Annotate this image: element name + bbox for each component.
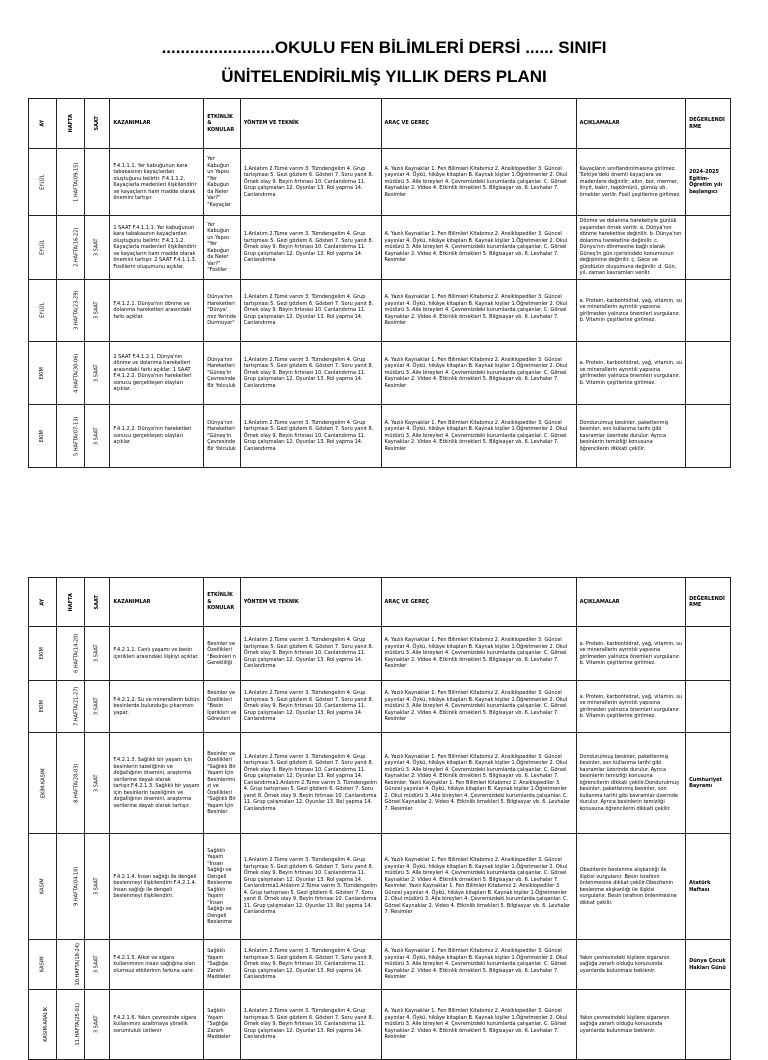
cell-ay-text: EKİM [39,429,46,443]
cell-etkinlik: Yer Kabuğun un Yapısı "Yer Kabuğun da Neler Var?" "Fosiller [204,216,241,280]
cell-arac: A. Yazılı Kaynaklar 1. Fen Bilimleri Kitabımız 2. Ansiklopediler 3. Güncel yayınlar 4. Öykü, hikâye kitapları B. Kaynak kişiler 1.Öğretmenler 2. Okul müdürü 3. Aile bireyleri 4. Çevremizdeki kurumlarda çalışanlar. C. Görsel Kaynaklar 2. Video 4. Etkinlik örnekleri 5. Bilgisayar vb. 6. Levhalar 7. Resimler [381,216,576,280]
cell-aciklama: Yakın çevresindeki kişilere sigaranın sağlığa zararlı olduğu konusunda uyarılarda bulunması beklenir. [576,990,686,1060]
table-row [29,149,731,216]
cell-hafta-text: 8.HAFTA(28-03) [73,763,80,803]
cell-ay-text: KASIM-ARALIK [43,1007,50,1042]
cell-saat-text: 3 SAAT [94,877,101,896]
cell-etkinlik: Dünya'nın Hareketleri "Dünya' mız Yerinde Durmuyor" [204,280,241,342]
cell-ay [29,834,57,940]
document-title-line2: ÜNİTELENDİRİLMİŞ YILLIK DERS PLANI [221,67,547,86]
cell-kazanim: F.4.1.1.1. Yer kabuğunun kara tabakasının kayaçlardan oluştuğunu belirtir. F.4.1.1.2. Kayaçlarla madenleri ilişkilendirir ve kayaçların ham madde olarak önemini tartışır. [110,149,204,216]
cell-etkinlik: Dünya'nın Hareketleri "Güneş'in Çevresinde Bir Yolculuk [204,342,241,405]
cell-yontem: 1.Anlatım 2.Tüme varım 3. Tümdengelim 4. Grup tartışması 5. Gezi gözlem 6. Gösteri 7. Soru yanıt 8. Örnek olay 9. Beyin fırtınası 10. Canlandırma 11. Grup çalışmaları 12. Oyunlar 13. Rol yapma 14. Canlandırma [240,627,381,681]
cell-arac: A. Yazılı Kaynaklar 1. Fen Bilimleri Kitabımız 2. Ansiklopediler 3. Güncel yayınlar 4. Öykü, hikâye kitapları B. Kaynak kişiler 1.Öğretmenler 2. Okul müdürü 3. Aile bireyleri 4. Çevremizdeki kurumlarda çalışanlar. C. Görsel Kaynaklar 2. Video 4. Etkinlik örnekleri 5. Bilgisayar vb. 6. Levhalar 7. Resimler [381,280,576,342]
cell-hafta-text: 7.HAFTA(21-27) [73,686,80,727]
header-hafta-text: HAFTA [67,592,74,612]
cell-saat [85,216,110,280]
header-aciklamalar: AÇIKLAMALAR [576,99,686,149]
header-saat [85,99,110,149]
cell-kazanim: F.4.2.1.2. Su ve minerallerin bütün besinlerde bulunduğu çıkarımını yapar. [110,681,204,733]
cell-degerlendirme [686,681,731,733]
cell-etkinlik: Sağlıklı Yaşam "Sağlığa Zararlı Maddeler [204,940,241,990]
header-etkinlik: ETKİNLİK & KONULAR [204,99,241,149]
cell-ay [29,681,57,733]
cell-ay-text: KASIM [39,878,46,895]
cell-yontem: 1.Anlatım 2.Tüme varım 3. Tümdengelim 4. Grup tartışması 5. Gezi gözlem 6. Gösteri 7. Soru yanıt 8. Örnek olay 9. Beyin fırtınası 10. Canlandırma 11. Grup çalışmaları 12. Oyunlar 13. Rol yapma 14. Canlandırma [240,149,381,216]
cell-kazanim: F.4.2.1.3. Sağlıklı bir yaşam için besinlerin tazeliğinin ve doğallığının önemini, araştırma verilerine dayalı olarak tartışır.F.4.2.1.3. Sağlıklı bir yaşam için besinlerin tazeliğinin ve doğallığının önemini, araştırma verilerine dayalı olarak tartışır. [110,733,204,834]
cell-hafta-text: 6.HAFTA(14-20) [73,633,80,674]
cell-hafta-text: 2.HAFTA(16-22) [73,227,80,268]
header-saat-text: SAAT [94,116,101,131]
cell-degerlendirme: Cumhuriyet Bayramı [686,733,731,834]
cell-aciklama: a. Protein, karbonhidrat, yağ, vitamin, su ve minerallerin ayrıntılı yapısına girilmeden yalnızca önemleri vurgulanır. b. Vitamin çeşitlerine girilmez. [576,280,686,342]
cell-ay [29,990,57,1060]
cell-degerlendirme [686,280,731,342]
cell-saat-text: 3 SAAT [94,427,101,445]
cell-ay [29,405,57,468]
header-ay [29,99,57,149]
cell-degerlendirme [686,990,731,1060]
cell-etkinlik: Sağlıklı Yaşam "İnsan Sağlığı ve Dengeli Beslenme Sağlıklı Yaşam "İnsan Sağlığı ve Dengeli Beslenme [204,834,241,940]
header-row [29,578,731,627]
cell-ay [29,149,57,216]
cell-saat-text: 3 SAAT [94,774,101,792]
header-row [29,99,731,149]
cell-yontem: 1.Anlatım 2.Tüme varım 3. Tümdengelim 4. Grup tartışması 5. Gezi gözlem 6. Gösteri 7. Soru yanıt 8. Örnek olay 9. Beyin fırtınası 10. Canlandırma 11. Grup çalışmaları 12. Oyunlar 13. Rol yapma 14. Canlandırma [240,342,381,405]
cell-ay-text: EKİM [39,366,46,380]
cell-ay [29,342,57,405]
header-degerlendirme: DEĞERLENDİRME [686,99,731,149]
header-kazanimlar: KAZANIMLAR [110,578,204,627]
cell-hafta-text: 11.HAFTA(25-01) [75,1003,82,1046]
cell-aciklama: Kayaçların sınıflandırılmasına girilmez. Türkiye'deki önemli kayaçlara ve madenlere değinilir; altın, bor, mermer, linyit, bakır, taşkömürü, gümüş vb. örnekler verilir. Fosil çeşitlerine girilmez. [576,149,686,216]
cell-arac: A. Yazılı Kaynaklar 1. Fen Bilimleri Kitabımız 2. Ansiklopediler 3. Güncel yayınlar 4. Öykü, hikâye kitapları B. Kaynak kişiler 1.Öğretmenler 2. Okul müdürü 3. Aile bireyleri 4. Çevremizdeki kurumlarda çalışanlar. C. Görsel Kaynaklar 2. Video 4. Etkinlik örnekleri 5. Bilgisayar vb. 6. Levhalar 7. Resimler [381,405,576,468]
header-yontem: YÖNTEM VE TEKNİK [240,578,381,627]
cell-arac: A. Yazılı Kaynaklar 1. Fen Bilimleri Kitabımız 2. Ansiklopediler 3. Güncel yayınlar 4. Öykü, hikâye kitapları B. Kaynak kişiler 1.Öğretmenler 2. Okul müdürü 3. Aile bireyleri 4. Çevremizdeki kurumlarda çalışanlar. C. Görsel Kaynaklar 2. Video 4. Etkinlik örnekleri 5. Bilgisayar vb. 6. Levhalar 7. Resimler. Yazılı Kaynaklar 1. Fen Bilimleri Kitabımız 2. Ansiklopediler 3. Güncel yayınlar 4. Öykü, hikâye kitapları B. Kaynak kişiler 1.Öğretmenler 2. Okul müdürü 3. Aile bireyleri 4. Çevremizdeki kurumlarda çalışanlar. C. Görsel Kaynaklar 2. Video 4. Etkinlik örnekleri 5. Bilgisayar vb. 6. Levhalar 7. Resimler [381,733,576,834]
cell-aciklama: Dondurulmuş besinler, paketlenmiş besinler, son kullanma tarihi gibi kavramlar üzerinde durulur. Ayrıca besinlerin temizliği konusuna öğrencilerin dikkati çekilir.Dondurulmuş besinler, paketlenmiş besinler, son kullanma tarihi gibi kavramlar üzerinde durulur. Ayrıca besinlerin temizliği konusuna öğrencilerin dikkati çekilir. [576,733,686,834]
cell-ay-text: KASIM [39,956,46,973]
header-ay-text: AY [39,598,46,606]
cell-aciklama: Yakın çevresindeki kişilere sigaranın sağlığa zararlı olduğu konusunda uyarılarda bulunması beklenir. [576,940,686,990]
header-ay [29,578,57,627]
header-ay-text: AY [39,119,46,128]
cell-kazanim: F.4.1.2.2. Dünya'nın hareketleri sonucu gerçekleşen olayları açıklar. [110,405,204,468]
table-row [29,940,731,990]
cell-degerlendirme: Dünya Çocuk Hakları Günü [686,940,731,990]
cell-saat [85,990,110,1060]
header-degerlendirme: DEĞERLENDİRME [686,578,731,627]
cell-hafta-text: 4.HAFTA(30-06) [73,353,80,393]
cell-degerlendirme [686,216,731,280]
cell-aciklama: a. Protein, karbonhidrat, yağ, vitamin, su ve minerallerin ayrıntılı yapısına girilmeden yalnızca önemleri vurgulanır. b. Vitamin çeşitlerine girilmez. [576,627,686,681]
cell-saat [85,733,110,834]
cell-saat-text: 3 SAAT [94,364,101,382]
header-saat-text: SAAT [94,594,101,610]
table-row [29,990,731,1060]
cell-etkinlik: Besinler ve Özellikleri "Sağlıklı Bir Yaşam İçin Besinlerimizi ve Özellikleri "Sağlıklı Bir Yaşam İçin Besinler [204,733,241,834]
cell-yontem: 1.Anlatım 2.Tüme varım 3. Tümdengelim 4. Grup tartışması 5. Gezi gözlem 6. Gösteri 7. Soru yanıt 8. Örnek olay 9. Beyin fırtınası 10. Canlandırma 11. Grup çalışmaları 12. Oyunlar 13. Rol yapma 14. Canlandırma1.Anlatım 2.Tüme varım 3. Tümdengelim 4. Grup tartışması 5. Gezi gözlem 6. Gösteri 7. Soru yanıt 8. Örnek olay 9. Beyin fırtınası 10. Canlandırma 11. Grup çalışmaları 12. Oyunlar 13. Rol yapma 14. Canlandırma [240,733,381,834]
cell-saat [85,342,110,405]
cell-ay-text: EYLÜL [39,174,46,190]
document-title-line1: ........................OKULU FEN BİLİMLERİ DERSİ ...... SINIFI [161,38,607,57]
cell-hafta [57,149,85,216]
cell-ay [29,627,57,681]
cell-aciklama: a. Protein, karbonhidrat, yağ, vitamin, su ve minerallerin ayrıntılı yapısına girilmeden yalnızca önemleri vurgulanır. b. Vitamin çeşitlerine girilmez. [576,681,686,733]
cell-aciklama: Obezitenin beslenme alışkanlığı ile ilişkisi vurgulanır. Besin israfının önlenmesine dikkat çekilir.Obezitenin beslenme alışkanlığı ile ilişkisi vurgulanır. Besin israfının önlenmesine dikkat çekilir. [576,834,686,940]
cell-degerlendirme [686,627,731,681]
cell-yontem: 1.Anlatım 2.Tüme varım 3. Tümdengelim 4. Grup tartışması 5. Gezi gözlem 6. Gösteri 7. Soru yanıt 8. Örnek olay 9. Beyin fırtınası 10. Canlandırma 11. Grup çalışmaları 12. Oyunlar 13. Rol yapma 14. Canlandırma [240,280,381,342]
cell-saat-text: 3 SAAT [94,697,101,716]
cell-saat [85,405,110,468]
table-row [29,681,731,733]
cell-yontem: 1.Anlatım 2.Tüme varım 3. Tümdengelim 4. Grup tartışması 5. Gezi gözlem 6. Gösteri 7. Soru yanıt 8. Örnek olay 9. Beyin fırtınası 10. Canlandırma 11. Grup çalışmaları 12. Oyunlar 13. Rol yapma 14. Canlandırma [240,940,381,990]
header-hafta [57,578,85,627]
table-row [29,216,731,280]
cell-saat [85,280,110,342]
cell-saat [85,627,110,681]
cell-saat-text: 3 SAAT [94,1015,101,1034]
cell-kazanim: F.4.2.1.5. Alkol ve sigara kullanımının insan sağlığına olan olumsuz etkilerinin farkına varır. [110,940,204,990]
cell-saat [85,940,110,990]
cell-yontem: 1.Anlatım 2.Tüme varım 3. Tümdengelim 4. Grup tartışması 5. Gezi gözlem 6. Gösteri 7. Soru yanıt 8. Örnek olay 9. Beyin fırtınası 10. Canlandırma 11. Grup çalışmaları 12. Oyunlar 13. Rol yapma 14. Canlandırma [240,681,381,733]
table-row [29,733,731,834]
table-row [29,405,731,468]
cell-kazanim: F.4.2.1.6. Yakın çevresinde sigara kullanımını azaltmaya yönelik sorumluluk üstlenir [110,990,204,1060]
cell-hafta [57,681,85,733]
cell-saat-text: 3 SAAT [94,301,101,320]
cell-arac: A. Yazılı Kaynaklar 1. Fen Bilimleri Kitabımız 2. Ansiklopediler 3. Güncel yayınlar 4. Öykü, hikâye kitapları B. Kaynak kişiler 1.Öğretmenler 2. Okul müdürü 3. Aile bireyleri 4. Çevremizdeki kurumlarda çalışanlar. C. Görsel Kaynaklar 2. Video 4. Etkinlik örnekleri 5. Bilgisayar vb. 6. Levhalar 7. Resimler [381,940,576,990]
cell-kazanim: 1 SAAT F.4.1.1.1. Yer kabuğunun kara tabakasının kayaçlardan oluştuğunu belirtir. F.4.1.1.2. Kayaçlarla madenleri ilişkilendirir ve kayaçların ham madde olarak önemini tartışır. 2 SAAT F.4.1.1.3. Fosillerin oluşumunu açıklar. [110,216,204,280]
cell-saat-text: 3 SAAT [94,644,101,663]
cell-saat-text: 3 SAAT [94,955,101,974]
cell-ay-text: EKİM-KASIM [40,768,47,798]
header-etkinlik: ETKİNLİK & KONULAR [204,578,241,627]
cell-yontem: 1.Anlatım 2.Tüme varım 3. Tümdengelim 4. Grup tartışması 5. Gezi gözlem 6. Gösteri 7. Soru yanıt 8. Örnek olay 9. Beyin fırtınası 10. Canlandırma 11. Grup çalışmaları 12. Oyunlar 13. Rol yapma 14. Canlandırma [240,216,381,280]
cell-degerlendirme: Atatürk Haftası [686,834,731,940]
plan-table-2 [28,577,731,1060]
cell-hafta-text: 10.HAFTA(18-24) [75,943,82,986]
cell-arac: A. Yazılı Kaynaklar 1. Fen Bilimleri Kitabımız 2. Ansiklopediler 3. Güncel yayınlar 4. Öykü, hikâye kitapları B. Kaynak kişiler 1.Öğretmenler 2. Okul müdürü 3. Aile bireyleri 4. Çevremizdeki kurumlarda çalışanlar. C. Görsel Kaynaklar 2. Video 4. Etkinlik örnekleri 5. Bilgisayar vb. 6. Levhalar 7. Resimler [381,990,576,1060]
cell-hafta [57,940,85,990]
cell-etkinlik: Sağlıklı Yaşam "Sağlığa Zararlı Maddeler [204,990,241,1060]
cell-yontem: 1.Anlatım 2.Tüme varım 3. Tümdengelim 4. Grup tartışması 5. Gezi gözlem 6. Gösteri 7. Soru yanıt 8. Örnek olay 9. Beyin fırtınası 10. Canlandırma 11. Grup çalışmaları 12. Oyunlar 13. Rol yapma 14. Canlandırma [240,405,381,468]
cell-hafta [57,834,85,940]
cell-ay-text: EYLÜL [39,302,46,319]
cell-ay-text: EKİM [39,700,46,713]
cell-degerlendirme [686,342,731,405]
cell-aciklama: Dönme ve dolanma hareketiyle günlük yaşamdan örnek verilir. a. Dünya'nın dönme hareketine değinilir. b. Dünya'nın dolanma hareketine değinilir. c. Dünya'nın dönmesine bağlı olarak Güneş'in gün içerisindeki konumunun değişimine değinilir. ç. Gece ve gündüzün oluşumuna değinilir. d. Gün, yıl, zaman kavramları verilir. [576,216,686,280]
cell-arac: A. Yazılı Kaynaklar 1. Fen Bilimleri Kitabımız 2. Ansiklopediler 3. Güncel yayınlar 4. Öykü, hikâye kitapları B. Kaynak kişiler 1.Öğretmenler 2. Okul müdürü 3. Aile bireyleri 4. Çevremizdeki kurumlarda çalışanlar. C. Görsel Kaynaklar 2. Video 4. Etkinlik örnekleri 5. Bilgisayar vb. 6. Levhalar 7. Resimler [381,627,576,681]
header-aciklamalar: AÇIKLAMALAR [576,578,686,627]
header-saat [85,578,110,627]
cell-hafta [57,405,85,468]
header-hafta-text: HAFTA [67,114,74,133]
cell-kazanim: F.4.1.2.1. Dünya'nın dönme ve dolanma hareketleri arasındaki farkı açıklar. [110,280,204,342]
plan-table-1 [28,98,731,468]
cell-aciklama: Dondurulmuş besinler, paketlenmiş besinler, son kullanma tarihi gibi kavramlar üzerinde durulur. Ayrıca besinlerin temizliği konusuna öğrencilerin dikkati çekilir. [576,405,686,468]
cell-yontem: 1.Anlatım 2.Tüme varım 3. Tümdengelim 4. Grup tartışması 5. Gezi gözlem 6. Gösteri 7. Soru yanıt 8. Örnek olay 9. Beyin fırtınası 10. Canlandırma 11. Grup çalışmaları 12. Oyunlar 13. Rol yapma 14. Canlandırma [240,990,381,1060]
cell-kazanim: 2 SAAT F.4.1.2.1. Dünya'nın dönme ve dolanma hareketleri arasındaki farkı açıklar. 1 SAAT F.4.1.2.2. Dünya'nın hareketleri sonucu gerçekleşen olayları açıklar. [110,342,204,405]
header-kazanimlar: KAZANIMLAR [110,99,204,149]
cell-ay-text: EYLÜL [39,239,46,256]
cell-saat [85,681,110,733]
cell-arac: A. Yazılı Kaynaklar 1. Fen Bilimleri Kitabımız 2. Ansiklopediler 3. Güncel yayınlar 4. Öykü, hikâye kitapları B. Kaynak kişiler 1.Öğretmenler 2. Okul müdürü 3. Aile bireyleri 4. Çevremizdeki kurumlarda çalışanlar. C. Görsel Kaynaklar 2. Video 4. Etkinlik örnekleri 5. Bilgisayar vb. 6. Levhalar 7. Resimler [381,342,576,405]
header-yontem: YÖNTEM VE TEKNİK [240,99,381,149]
cell-hafta-text: 5.HAFTA(07-13) [73,416,80,456]
cell-ay-text: EKİM [39,647,46,660]
cell-hafta [57,990,85,1060]
cell-yontem: 1.Anlatım 2.Tüme varım 3. Tümdengelim 4. Grup tartışması 5. Gezi gözlem 6. Gösteri 7. Soru yanıt 8. Örnek olay 9. Beyin fırtınası 10. Canlandırma 11. Grup çalışmaları 12. Oyunlar 13. Rol yapma 14. Canlandırma1.Anlatım 2.Tüme varım 3. Tümdengelim 4. Grup tartışması 5. Gezi gözlem 6. Gösteri 7. Soru yanıt 8. Örnek olay 9. Beyin fırtınası 10. Canlandırma 11. Grup çalışmaları 12. Oyunlar 13. Rol yapma 14. Canlandırma [240,834,381,940]
cell-ay [29,216,57,280]
cell-degerlendirme [686,405,731,468]
cell-etkinlik: Besinler ve Özellikleri "Besin İçerikleri ve Görevleri [204,681,241,733]
cell-hafta [57,280,85,342]
cell-hafta [57,627,85,681]
cell-kazanim: F.4.2.1.1. Canlı yaşamı ve besin içerikleri arasındaki ilişkiyi açıklar. [110,627,204,681]
cell-etkinlik: Yer Kabuğun un Yapısı "Yer Kabuğun da Neler Var?" "Kayaçlar [204,149,241,216]
cell-hafta-text: 1.HAFTA(09-15) [73,162,80,202]
cell-arac: A. Yazılı Kaynaklar 1. Fen Bilimleri Kitabımız 2. Ansiklopediler 3. Güncel yayınlar 4. Öykü, hikâye kitapları B. Kaynak kişiler 1.Öğretmenler 2. Okul müdürü 3. Aile bireyleri 4. Çevremizdeki kurumlarda çalışanlar. C. Görsel Kaynaklar 2. Video 4. Etkinlik örnekleri 5. Bilgisayar vb. 6. Levhalar 7. Resimler. Yazılı Kaynaklar 1. Fen Bilimleri Kitabımız 2. Ansiklopediler 3. Güncel yayınlar 4. Öykü, hikâye kitapları B. Kaynak kişiler 1.Öğretmenler 2. Okul müdürü 3. Aile bireyleri 4. Çevremizdeki kurumlarda çalışanlar. C. Görsel Kaynaklar 2. Video 4. Etkinlik örnekleri 5. Bilgisayar vb. 6. Levhalar 7. Resimler [381,834,576,940]
cell-saat [85,834,110,940]
cell-hafta [57,216,85,280]
table-row [29,342,731,405]
cell-hafta-text: 9.HAFTA(04-10) [73,866,80,907]
cell-etkinlik: Besinler ve Özellikleri "Besinleri n Gerekliliği [204,627,241,681]
cell-etkinlik: Dünya'nın Hareketleri "Güneş'in Çevresinde Bir Yolculuk [204,405,241,468]
cell-aciklama: a. Protein, karbonhidrat, yağ, vitamin, su ve minerallerin ayrıntılı yapısına girilmeden yalnızca önemleri vurgulanır. b. Vitamin çeşitlerine girilmez. [576,342,686,405]
cell-kazanim: F.4.2.1.4. İnsan sağlığı ile dengeli beslenmeyi ilişkilendirir.F.4.2.1.4. İnsan sağlığı ile dengeli beslenmeyi ilişkilendirir. [110,834,204,940]
header-hafta [57,99,85,149]
table-row [29,280,731,342]
cell-hafta-text: 3.HAFTA(23-29) [73,290,80,331]
table-row [29,834,731,940]
table-row [29,627,731,681]
header-arac: ARAÇ VE GEREÇ [381,578,576,627]
cell-ay [29,280,57,342]
cell-saat-text: 3 SAAT [94,238,101,257]
header-arac: ARAÇ VE GEREÇ [381,99,576,149]
cell-ay [29,733,57,834]
cell-hafta [57,733,85,834]
cell-arac: A. Yazılı Kaynaklar 1. Fen Bilimleri Kitabımız 2. Ansiklopediler 3. Güncel yayınlar 4. Öykü, hikâye kitapları B. Kaynak kişiler 1.Öğretmenler 2. Okul müdürü 3. Aile bireyleri 4. Çevremizdeki kurumlarda çalışanlar. C. Görsel Kaynaklar 2. Video 4. Etkinlik örnekleri 5. Bilgisayar vb. 6. Levhalar 7. Resimler [381,681,576,733]
cell-arac: A. Yazılı Kaynaklar 1. Fen Bilimleri Kitabımız 2. Ansiklopediler 3. Güncel yayınlar 4. Öykü, hikâye kitapları B. Kaynak kişiler 1.Öğretmenler 2. Okul müdürü 3. Aile bireyleri 4. Çevremizdeki kurumlarda çalışanlar. C. Görsel Kaynaklar 2. Video 4. Etkinlik örnekleri 5. Bilgisayar vb. 6. Levhalar 7. Resimler [381,149,576,216]
cell-degerlendirme: 2024-2025 Eğitim-Öğretim yılı başlangıcı [686,149,731,216]
cell-saat [85,149,110,216]
cell-hafta [57,342,85,405]
cell-ay [29,940,57,990]
